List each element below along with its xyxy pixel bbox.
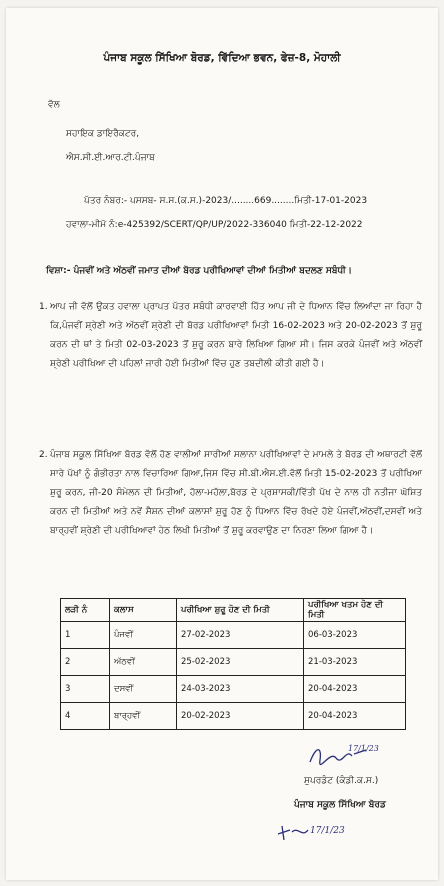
subject-line: ਵਿਸ਼ਾ:- ਪੰਜਵੀਂ ਅਤੇ ਅੱਠਵੀਂ ਜਮਾਤ ਦੀਆਂ ਬੋਰਡ ਪਰੀਖਿਆਵਾਂ ਦੀਆਂ ਮਿਤੀਆਂ ਬਦਲਣ ਸਬੰਧੀ। <box>46 266 352 276</box>
cell-start-date: 25-02-2023 <box>177 649 304 676</box>
paragraph-1-number: 1. <box>39 302 48 312</box>
signatory-designation: ਸੁਪਰਡੰਟ (ਕੰਡੀ.ਕ.ਸ.) <box>304 776 379 786</box>
recipient-designation: ਸਹਾਇਕ ਡਾਇਰੈਕਟਰ, <box>66 129 140 139</box>
table-row <box>61 649 406 676</box>
cell-class: ਦਸਵੀਂ <box>110 676 177 703</box>
handwritten-mark <box>274 820 314 844</box>
recipient-office: ਐਸ.ਸੀ.ਈ.ਆਰ.ਟੀ.ਪੰਜਾਬ <box>66 153 155 163</box>
recipient-to: ਵੱਲ <box>48 100 60 110</box>
cell-end-date: 20-04-2023 <box>304 703 406 730</box>
paragraph-2-number: 2. <box>39 450 48 460</box>
cell-start-date: 20-02-2023 <box>177 703 304 730</box>
cell-end-date: 20-04-2023 <box>304 676 406 703</box>
table-row <box>61 622 406 649</box>
cell-serial: 4 <box>61 703 110 730</box>
cell-end-date: 21-03-2023 <box>304 649 406 676</box>
letterhead-title: ਪੰਜਾਬ ਸਕੂਲ ਸਿੱਖਿਆ ਬੋਰਡ, ਵਿੱਦਿਆ ਭਵਨ, ਫੇਜ਼-8, ਮੋਹਾਲੀ <box>103 52 341 64</box>
cell-start-date: 24-03-2023 <box>177 676 304 703</box>
cell-start-date: 27-02-2023 <box>177 622 304 649</box>
handwritten-date: 17/1/23 <box>310 826 345 836</box>
cell-serial: 2 <box>61 649 110 676</box>
table-row <box>61 676 406 703</box>
table-header-row <box>61 599 406 622</box>
header-class: ਕਲਾਸ <box>110 599 177 622</box>
signatory-organization: ਪੰਜਾਬ ਸਕੂਲ ਸਿੱਖਿਆ ਬੋਰਡ <box>294 800 386 810</box>
cell-end-date: 06-03-2023 <box>304 622 406 649</box>
letter-page <box>6 8 438 880</box>
header-end-date: ਪਰੀਖਿਆ ਖਤਮ ਹੋਣ ਦੀ ਮਿਤੀ <box>304 599 406 622</box>
table-row <box>61 703 406 730</box>
paragraph-1-text: ਆਪ ਜੀ ਵੱਲੋਂ ਉਕਤ ਹਵਾਲਾ ਪ੍ਰਾਪਤ ਪੱਤਰ ਸਬੰਧੀ ਕਾਰਵਾਈ ਹਿੱਤ ਆਪ ਜੀ ਦੇ ਧਿਆਨ ਵਿੱਚ ਲਿਆਂਦਾ ਜਾ ਰਿਹਾ ਹੈ ਕਿ,ਪੰਜਵੀਂ ਸ਼੍ਰੇਣੀ ਅਤੇ ਅੱਠਵੀਂ ਸ਼੍ਰੇਣੀ ਦੀ ਬੋਰਡ ਪਰੀਖਿਆਵਾਂ ਮਿਤੀ 16-02-2023 ਅਤੇ 20-02-2023 ਤੋਂ ਸ਼ੁਰੂ ਕਰਨ ਦੀ ਥਾਂ ਤੇ ਮਿਤੀ 02-03-2023 ਤੋਂ ਸ਼ੁਰੂ ਕਰਨ ਬਾਰੇ ਲਿਖਿਆ ਗਿਆ ਸੀ। ਜਿਸ ਕਰਕੇ ਪੰਜਵੀਂ ਅਤੇ ਅੱਠਵੀਂ ਸ਼੍ਰੇਣੀ ਪਰੀਖਿਆ ਦੀ ਪਹਿਲਾਂ ਜਾਰੀ ਹੋਈ ਮਿਤੀਆਂ ਵਿੱਚ ਹੁਣ ਤਬਦੀਲੀ ਕੀਤੀ ਗਈ ਹੈ। <box>50 302 422 369</box>
exam-schedule-table <box>60 598 406 730</box>
paragraph-2-text: ਪੰਜਾਬ ਸਕੂਲ ਸਿੱਖਿਆ ਬੋਰਡ ਵੱਲੋਂ ਹੋਣ ਵਾਲੀਆਂ ਸਾਰੀਆਂ ਸਲਾਨਾ ਪਰੀਖਿਆਵਾਂ ਦੇ ਮਾਮਲੇ ਤੇ ਬੋਰਡ ਦੀ ਅਥਾਰਟੀ ਵੱਲੋਂ ਸਾਰੇ ਪੱਖਾਂ ਨੂੰ ਗੰਭੀਰਤਾ ਨਾਲ ਵਿਚਾਰਿਆ ਗਿਆ,ਜਿਸ ਵਿੱਚ ਸੀ.ਬੀ.ਐਸ.ਈ.ਵੱਲੋਂ ਮਿਤੀ 15-02-2023 ਤੋਂ ਪਰੀਖਿਆ ਸ਼ੁਰੂ ਕਰਨ, ਜੀ-20 ਸੰਮੇਲਨ ਦੀ ਮਿਤੀਆਂ, ਹੋਲਾ-ਮਹੱਲਾ,ਬੋਰਡ ਦੇ ਪ੍ਰਸ਼ਾਸਕੀ/ਵਿੱਤੀ ਪੱਖ ਦੇ ਨਾਲ ਹੀ ਨਤੀਜਾ ਘੋਸ਼ਿਤ ਕਰਨ ਦੀ ਮਿਤੀਆਂ ਅਤੇ ਨਵੇਂ ਸੈਸ਼ਨ ਦੀਆਂ ਕਲਾਸਾਂ ਸ਼ੁਰੂ ਹੋਣ ਨੂੰ ਧਿਆਨ ਵਿੱਚ ਰੱਖਦੇ ਹੋਏ ਪੰਜਵੀਂ,ਅੱਠਵੀਂ,ਦਸਵੀਂ ਅਤੇ ਬਾਰ੍ਹਵੀਂ ਸ਼੍ਰੇਣੀ ਦੀ ਪਰੀਖਿਆਵਾਂ ਹੇਠ ਲਿਖੀ ਮਿਤੀਆਂ ਤੋਂ ਸ਼ੁਰੂ ਕਰਵਾਉਣ ਦਾ ਨਿਰਣਾ ਲਿਆ ਗਿਆ ਹੈ। <box>50 450 422 536</box>
header-serial: ਲੜੀ ਨੰ <box>61 599 110 622</box>
cell-class: ਅੱਠਵੀਂ <box>110 649 177 676</box>
letter-number: ਪੱਤਰ ਨੰਬਰ:- ਪਸਸਬ- ਸ.ਸ.(ਕ.ਸ.)-2023/........669........ਮਿਤੀ-17-01-2023 <box>84 196 368 206</box>
cell-class: ਪੰਜਵੀਂ <box>110 622 177 649</box>
header-start-date: ਪਰੀਖਿਆ ਸ਼ੁਰੂ ਹੋਣ ਦੀ ਮਿਤੀ <box>177 599 304 622</box>
cell-serial: 3 <box>61 676 110 703</box>
memo-reference: ਹਵਾਲਾ-ਮੀਮੋ ਨੰ:e-425392/SCERT/QP/UP/2022-336040 ਮਿਤੀ-22-12-2022 <box>66 220 363 230</box>
cell-serial: 1 <box>61 622 110 649</box>
cell-class: ਬਾਰ੍ਹਵੀਂ <box>110 703 177 730</box>
signature-date: 17/1/23 <box>348 744 379 753</box>
